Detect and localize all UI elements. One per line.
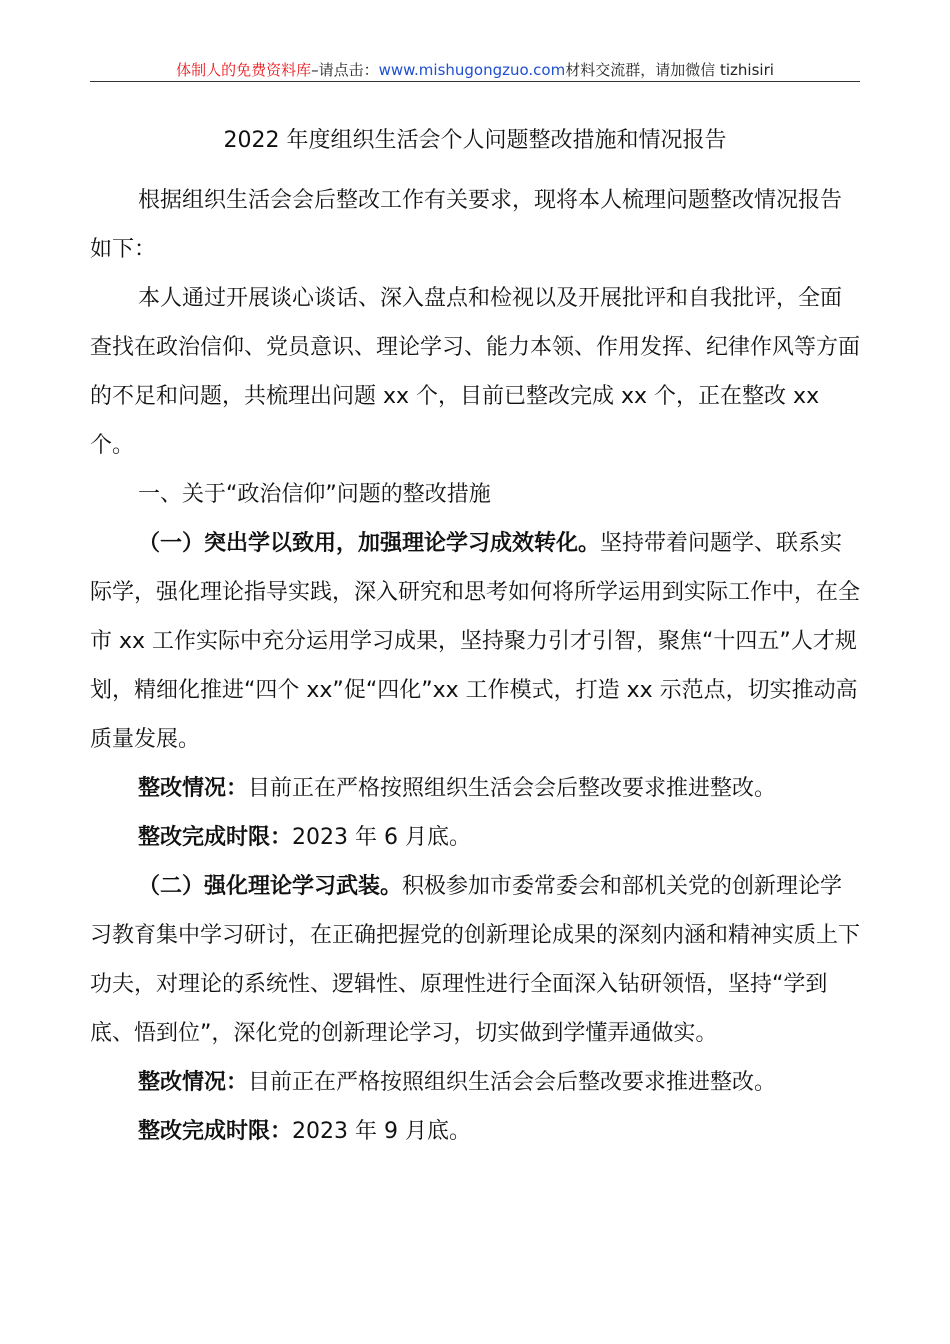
item-2-deadline — [90, 1107, 860, 1156]
intro-paragraph: 根据组织生活会会后整改工作有关要求，现将本人梳理问题整改情况报告如下： — [90, 188, 843, 262]
header-url-link[interactable]: www.mishugongzuo.com — [378, 61, 566, 79]
page-header — [90, 58, 860, 82]
item-2-deadline-label: 整改完成时限： — [138, 1119, 293, 1144]
section-heading-1: 一、关于“政治信仰”问题的整改措施 — [138, 482, 491, 507]
item-1-status-text: 目前正在严格按照组织生活会会后整改要求推进整改。 — [248, 776, 777, 801]
document-title: 2022 年度组织生活会个人问题整改措施和情况报告 — [223, 128, 727, 153]
document-body — [90, 176, 860, 1156]
item-2-status-label: 整改情况： — [138, 1070, 249, 1095]
item-1-deadline-label: 整改完成时限： — [138, 825, 293, 850]
header-library-name: 体制人的免费资料库 — [176, 61, 312, 79]
item-1-paragraph — [90, 519, 860, 764]
item-2-status — [90, 1058, 860, 1107]
header-divider — [90, 81, 860, 82]
item-1-status — [90, 764, 860, 813]
header-prompt: –请点击： — [311, 61, 379, 79]
item-2-status-text: 目前正在严格按照组织生活会会后整改要求推进整改。 — [248, 1070, 777, 1095]
item-1-status-label: 整改情况： — [138, 776, 249, 801]
item-1-heading: （一）突出学以致用，加强理论学习成效转化。 — [138, 531, 601, 556]
item-2-body: 积极参加市委常委会和部机关党的创新理论学习教育集中学习研讨，在正确把握党的创新理论成果的深刻内涵和精神实质上下功夫，对理论的系统性、逻辑性、原理性进行全面深入钻研领悟，坚持“学到底、悟到位”，深化党的创新理论学习，切实做到学懂弄通做实。 — [90, 874, 861, 1046]
header-note: 材料交流群，请加微信 tizhisiri — [565, 61, 774, 79]
item-1-body: 坚持带着问题学、联系实际学，强化理论指导实践，深入研究和思考如何将所学运用到实际工作中，在全市 xx 工作实际中充分运用学习成果，坚持聚力引才引智，聚焦“十四五”人才规划，精细化推进“四个 xx”促“四化”xx 工作模式，打造 xx 示范点，切实推动高质量发展。 — [90, 531, 861, 752]
item-2-deadline-text: 2023 年 9 月底。 — [292, 1119, 471, 1144]
item-2-heading: （二）强化理论学习武装。 — [138, 874, 403, 899]
item-1-deadline-text: 2023 年 6 月底。 — [292, 825, 471, 850]
item-1-deadline — [90, 813, 860, 862]
item-2-paragraph — [90, 862, 860, 1058]
summary-paragraph: 本人通过开展谈心谈话、深入盘点和检视以及开展批评和自我批评，全面查找在政治信仰、党员意识、理论学习、能力本领、作用发挥、纪律作风等方面的不足和问题，共梳理出问题 xx 个，目前已整改完成 xx 个，正在整改 xx 个。 — [90, 286, 861, 458]
